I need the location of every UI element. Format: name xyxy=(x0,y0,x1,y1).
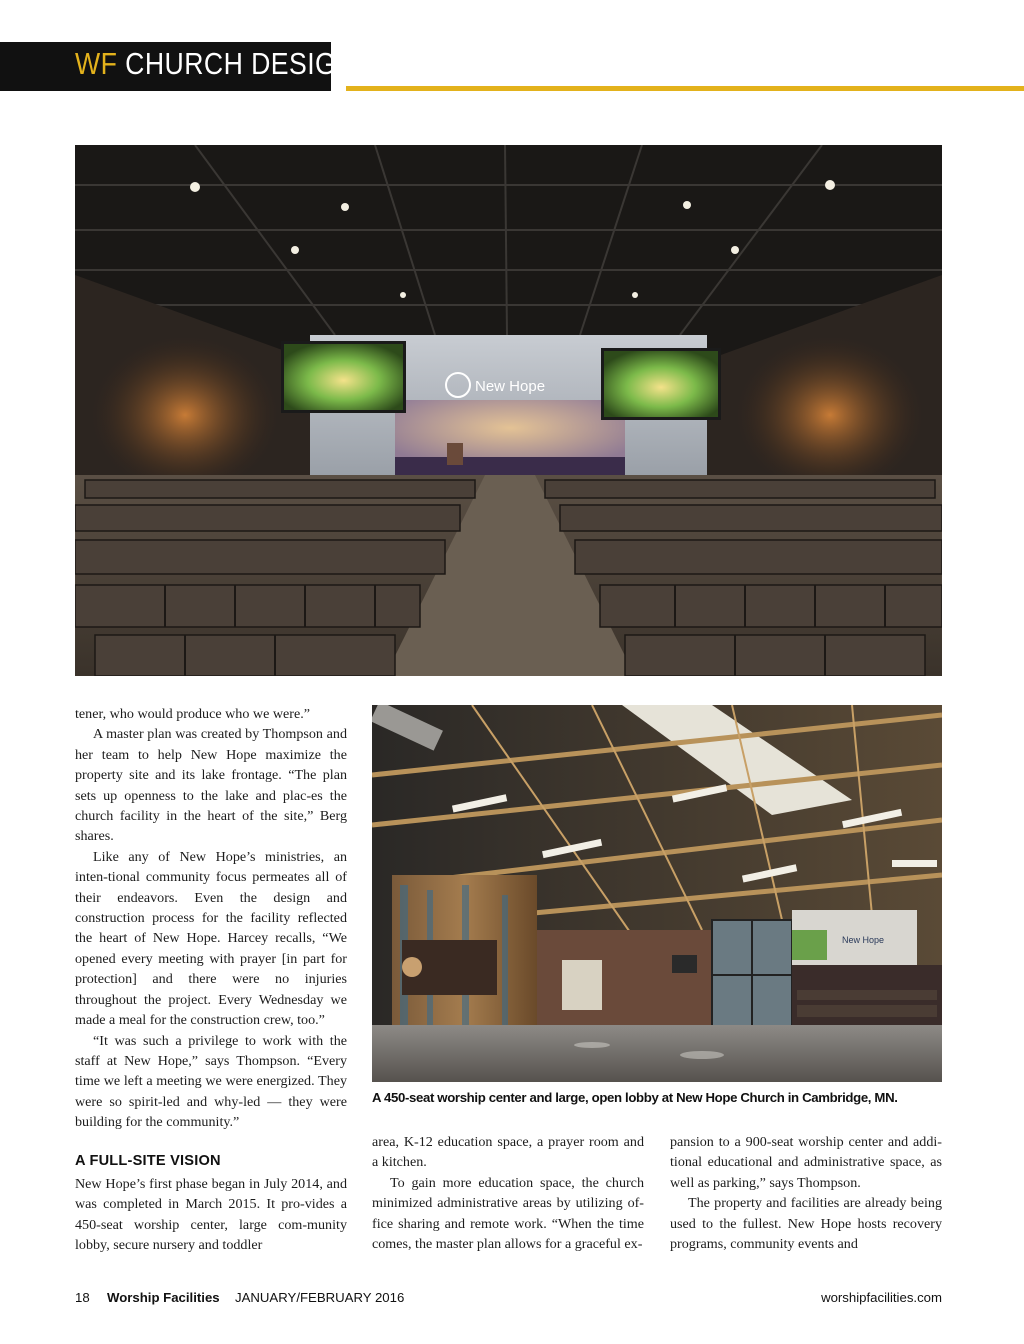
body-column-a-continued xyxy=(75,1174,347,1256)
paragraph: The property and facilities are already being used to the fullest. New Hope hosts recovery programs, community events and xyxy=(670,1195,942,1253)
body-column-c xyxy=(670,1132,942,1254)
page-number: 18 xyxy=(75,1290,90,1305)
body-column-b xyxy=(372,1132,644,1254)
lobby-photo xyxy=(372,705,942,1082)
paragraph: area, K-12 education space, a prayer room and a kitchen. xyxy=(372,1134,644,1171)
website-link[interactable]: worshipfacilities.com xyxy=(821,1290,942,1305)
photo-caption: A 450-seat worship center and large, open lobby at New Hope Church in Cambridge, MN. xyxy=(372,1090,898,1105)
paragraph: A master plan was created by Thompson and her team to help New Hope maximize the property site and its lake frontage. “The plan sets up openness to the lake and plac-es the church facility in the heart of the site,” Berg shares. xyxy=(75,726,347,845)
section-subheading: A FULL-SITE VISION xyxy=(75,1153,221,1169)
section-title xyxy=(75,46,356,82)
magazine-name: Worship Facilities xyxy=(107,1290,220,1305)
stage-logo-text: New Hope xyxy=(475,378,546,395)
section-title-text: CHURCH DESIGN xyxy=(125,46,356,81)
paragraph: “It was such a privilege to work with the staff at New Hope,” says Thompson. “Every time we left a meeting we were energized. They were so spirit-led and why-led — they were building for the community.” xyxy=(75,1032,347,1131)
paragraph: tener, who would produce who we were.” xyxy=(75,706,311,722)
issue-date: JANUARY/FEBRUARY 2016 xyxy=(235,1290,405,1305)
paragraph: Like any of New Hope’s ministries, an inten-tional community focus permeates all of their endeavors. Even the design and construction process for the facility reflected the heart of New Hope. Harcey recalls, “We opened every meeting with prayer [in part for protection] and there were no injuries throughout the project. Every Wednesday we made a meal for the construction crew, too.” xyxy=(75,848,347,1029)
header-rule xyxy=(346,86,1024,91)
page-footer xyxy=(75,1290,942,1310)
lobby-screen-logo: New Hope xyxy=(842,935,885,945)
body-column-a xyxy=(75,704,347,1133)
section-title-accent: WF xyxy=(75,46,118,81)
paragraph: New Hope’s first phase began in July 2014, and was completed in March 2015. It pro-vides a 450-seat worship center, large com-munity lobby, secure nursery and toddler xyxy=(75,1176,347,1254)
paragraph: pansion to a 900-seat worship center and addi-tional educational and administrative space, as well as parking,” says Thompson. xyxy=(670,1134,942,1191)
paragraph: To gain more education space, the church minimized administrative areas by utilizing of-fice sharing and remote work. “When the time comes, the master plan allows for a graceful ex- xyxy=(372,1174,644,1253)
worship-center-photo xyxy=(75,145,942,676)
